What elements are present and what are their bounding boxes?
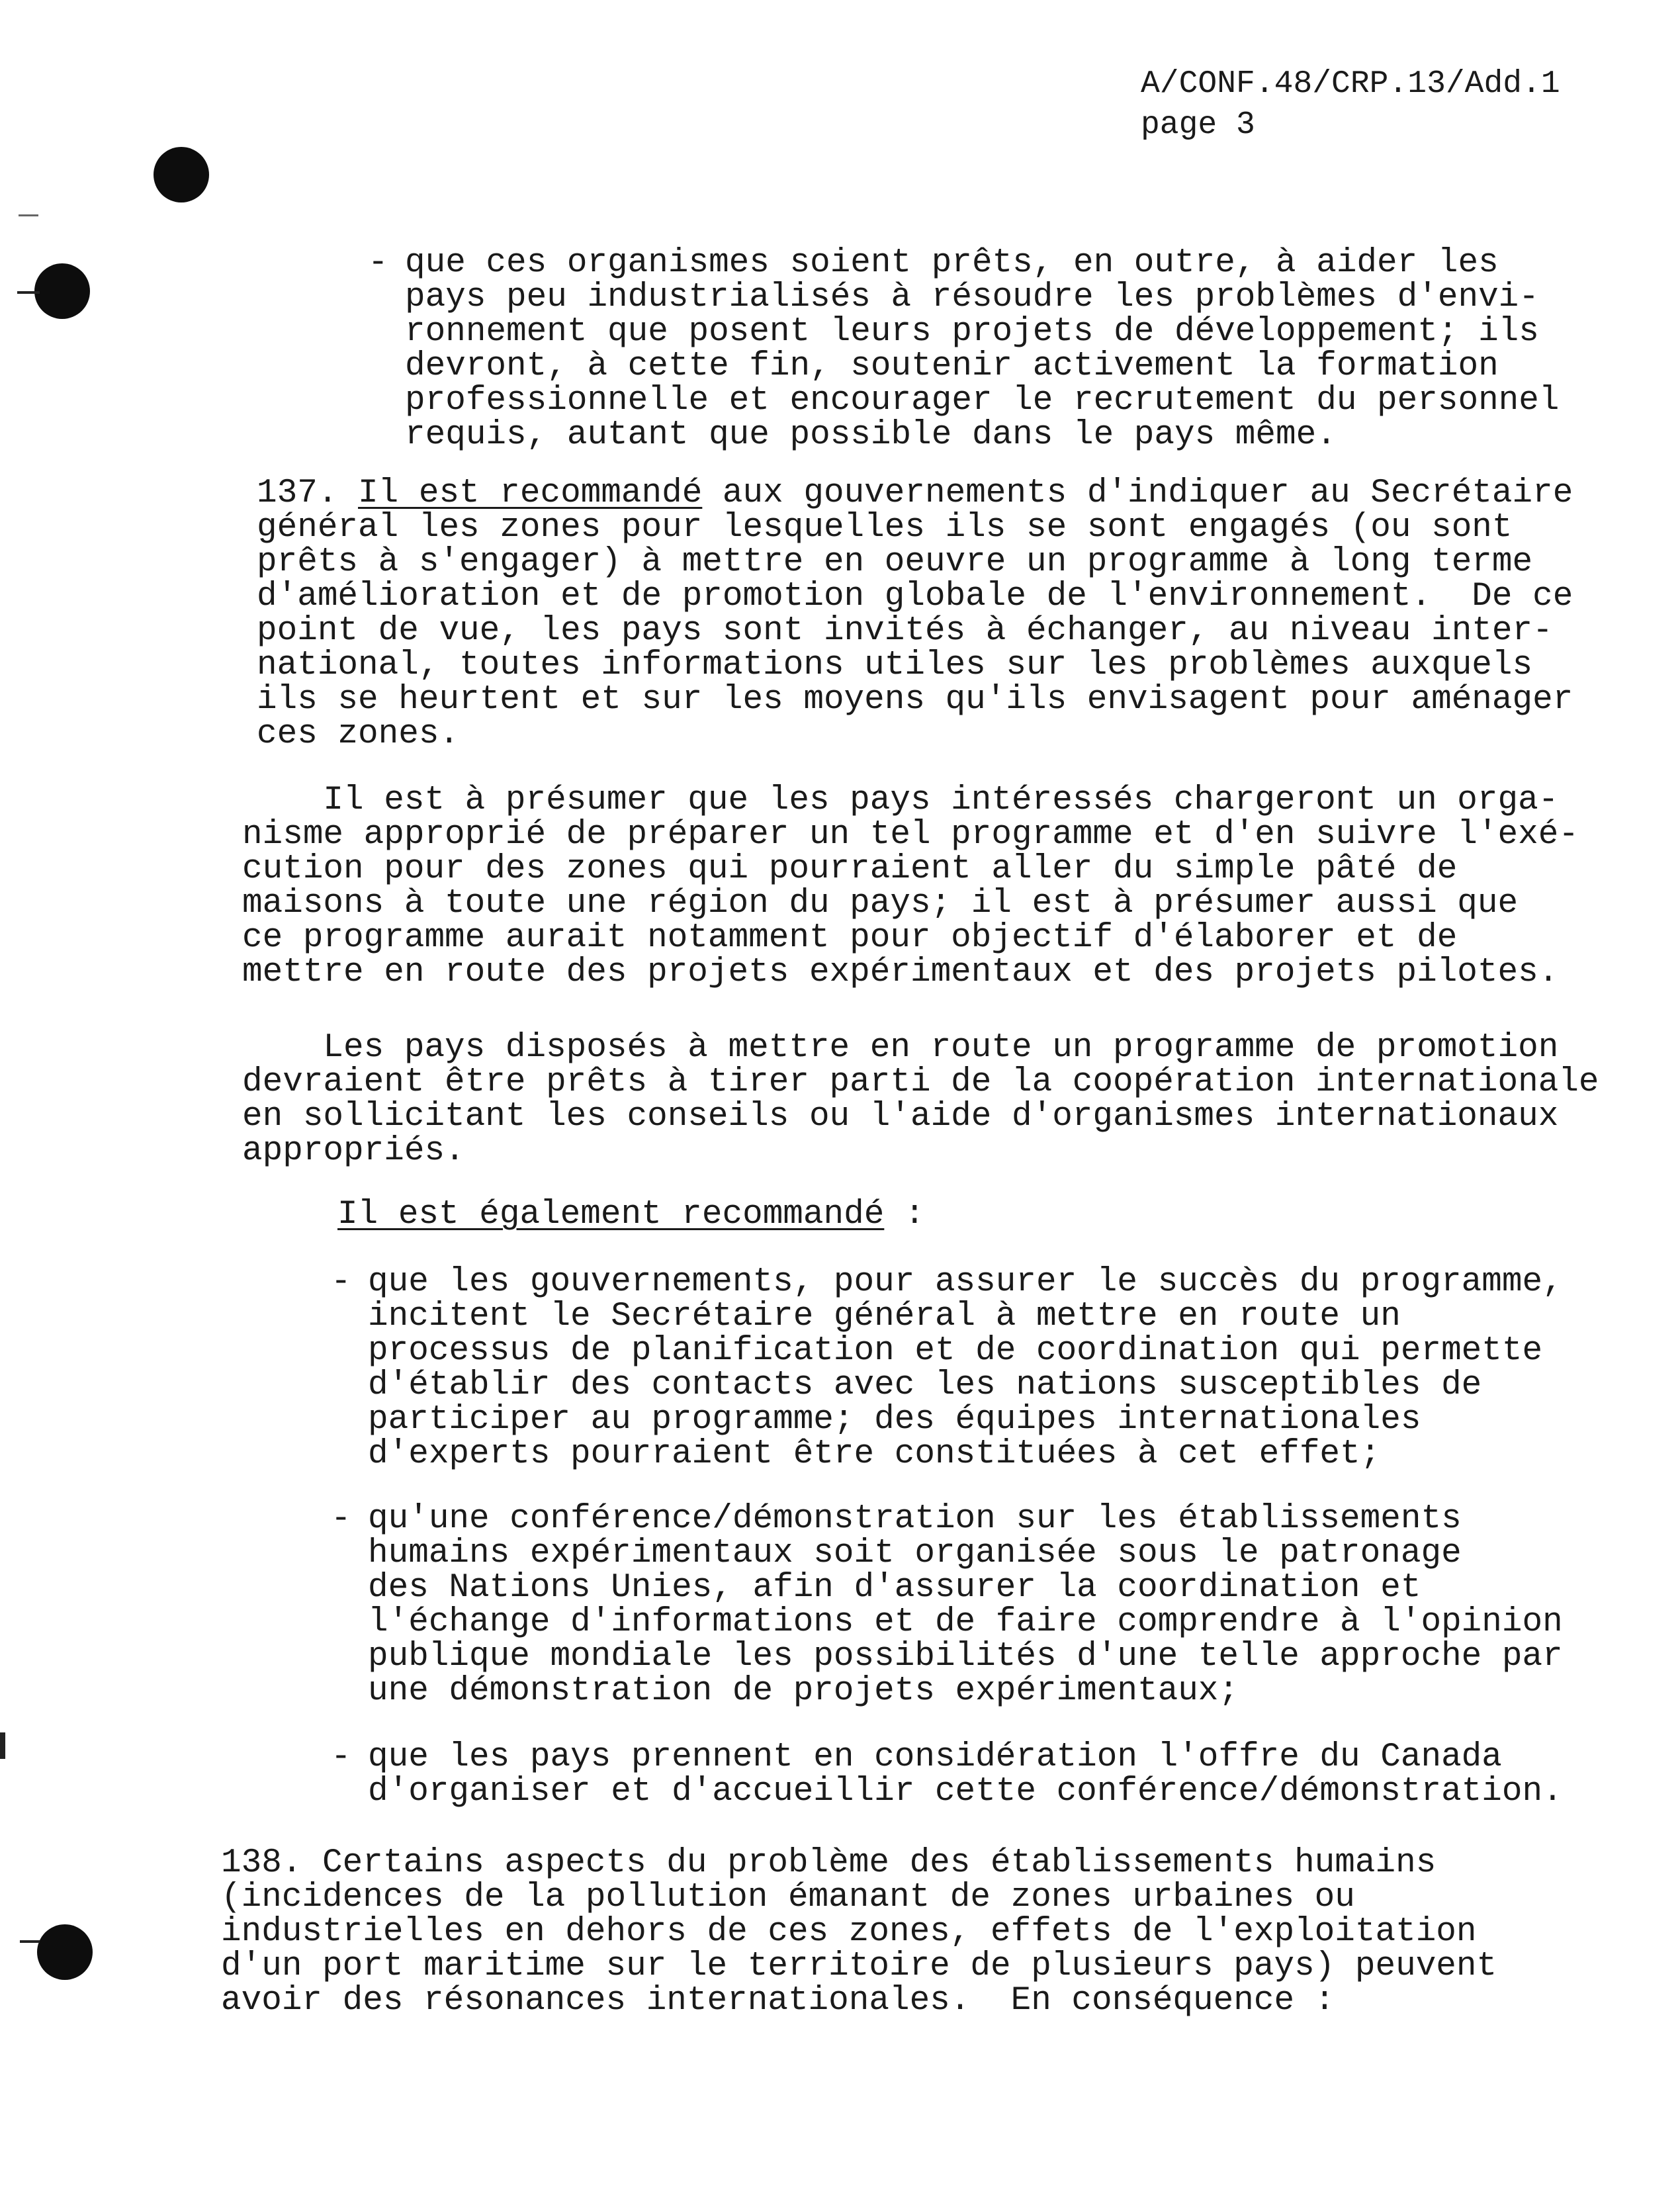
- text-span: :: [884, 1196, 925, 1233]
- text-line: des Nations Unies, afin d'assurer la coordination et: [368, 1569, 1421, 1607]
- text-line: d'établir des contacts avec les nations susceptibles de: [368, 1366, 1482, 1404]
- text-line: que les gouvernements, pour assurer le succès du programme,: [368, 1263, 1563, 1301]
- text-line: devront, à cette fin, soutenir activement la formation: [405, 347, 1499, 385]
- text-line: requis, autant que possible dans le pays même.: [405, 416, 1337, 454]
- text-line: d'amélioration et de promotion globale de l'environnement. De ce: [257, 578, 1573, 615]
- paragraph-137: [257, 476, 1573, 752]
- page-number: page 3: [1141, 107, 1255, 143]
- text-line: point de vue, les pays sont invités à échanger, au niveau inter-: [257, 612, 1553, 650]
- scan-mark: [17, 291, 40, 294]
- text-line: prêts à s'engager) à mettre en oeuvre un programme à long terme: [257, 543, 1533, 581]
- bullet-list-item: [331, 1263, 1563, 1473]
- text-line: en sollicitant les conseils ou l'aide d'organismes internationaux: [242, 1098, 1559, 1136]
- bullet-list-item: [331, 1500, 1563, 1710]
- paragraph-number: 137.: [257, 474, 338, 512]
- text-line: participer au programme; des équipes internationales: [368, 1401, 1421, 1439]
- punch-hole-upper: [34, 263, 90, 319]
- text-line: pays peu industrialisés à résoudre les problèmes d'envi-: [405, 279, 1539, 316]
- text-line: cution pour des zones qui pourraient aller du simple pâté de: [242, 850, 1458, 888]
- text-line: publique mondiale les possibilités d'une telle approche par: [368, 1638, 1563, 1676]
- document-symbol: A/CONF.48/CRP.13/Add.1: [1141, 66, 1560, 102]
- bullet-list-item: [331, 1738, 1563, 1811]
- text-line: appropriés.: [242, 1132, 465, 1170]
- text-line: national, toutes informations utiles sur les problèmes auxquels: [257, 647, 1533, 684]
- text-line: avoir des résonances internationales. En conséquence :: [221, 1982, 1335, 2020]
- text-line: qu'une conférence/démonstration sur les établissements: [368, 1500, 1462, 1538]
- text-line: que les pays prennent en considération l'offre du Canada: [368, 1738, 1502, 1776]
- text-line: ils se heurtent et sur les moyens qu'ils envisagent pour aménager: [257, 681, 1573, 719]
- bullet-intro: [368, 244, 1560, 454]
- punch-hole-lower: [37, 1924, 93, 1980]
- bullet-dash: -: [331, 1500, 351, 1538]
- punch-hole-top: [154, 147, 209, 202]
- document-header: [1141, 64, 1560, 146]
- text-line: d'experts pourraient être constituées à cet effet;: [368, 1435, 1381, 1473]
- bullet-dash: -: [331, 1263, 351, 1301]
- text-line: processus de planification et de coordination qui permette: [368, 1332, 1543, 1370]
- recommendation-lead: Il est également recommandé: [337, 1196, 885, 1233]
- text-line: ronnement que posent leurs projets de développement; ils: [405, 313, 1539, 351]
- text-line: une démonstration de projets expérimentaux;: [368, 1672, 1239, 1710]
- text-line: devraient être prêts à tirer parti de la coopération internationale: [242, 1063, 1599, 1101]
- paragraph-138: [221, 1846, 1497, 2018]
- text-line: nisme approprié de préparer un tel programme et d'en suivre l'exé-: [242, 816, 1579, 854]
- recommendation-lead: Il est recommandé: [358, 474, 703, 512]
- text-line: Les pays disposés à mettre en route un programme de promotion: [242, 1029, 1559, 1067]
- text-line: (incidences de la pollution émanant de zones urbaines ou: [221, 1879, 1355, 1916]
- text-line: d'un port maritime sur le territoire de plusieurs pays) peuvent: [221, 1947, 1497, 1985]
- text-line: maisons à toute une région du pays; il est à présumer aussi que: [242, 885, 1519, 922]
- text-line: incitent le Secrétaire général à mettre en route un: [368, 1298, 1401, 1335]
- text-line: industrielles en dehors de ces zones, effets de l'exploitation: [221, 1913, 1477, 1951]
- paragraph-disposes: [242, 1031, 1599, 1169]
- text-line: que ces organismes soient prêts, en outre, à aider les: [405, 244, 1499, 282]
- text-line: ces zones.: [257, 715, 460, 753]
- paragraph-presumer: [242, 783, 1579, 990]
- scan-mark: [0, 1732, 5, 1759]
- text-line: mettre en route des projets expérimentaux et des projets pilotes.: [242, 954, 1559, 991]
- text-line: [337, 1198, 925, 1232]
- text-line: [257, 476, 1573, 511]
- text-line: humains expérimentaux soit organisée sous le patronage: [368, 1535, 1462, 1572]
- text-line: professionnelle et encourager le recrutement du personnel: [405, 382, 1560, 420]
- text-line: général les zones pour lesquelles ils se sont engagés (ou sont: [257, 509, 1513, 547]
- text-line: l'échange d'informations et de faire comprendre à l'opinion: [368, 1603, 1563, 1641]
- bullet-dash: -: [368, 244, 388, 282]
- text-line: ce programme aurait notamment pour objectif d'élaborer et de: [242, 919, 1458, 957]
- also-recommended: [337, 1198, 925, 1232]
- text-span: aux gouvernements d'indiquer au Secrétaire: [702, 474, 1573, 512]
- text-line: 138. Certains aspects du problème des établissements humains: [221, 1844, 1437, 1882]
- text-line: d'organiser et d'accueillir cette conférence/démonstration.: [368, 1773, 1563, 1811]
- bullet-dash: -: [331, 1738, 351, 1776]
- scan-mark: [19, 214, 38, 216]
- text-line: Il est à présumer que les pays intéressés chargeront un orga-: [242, 782, 1559, 819]
- scan-mark: [20, 1940, 40, 1943]
